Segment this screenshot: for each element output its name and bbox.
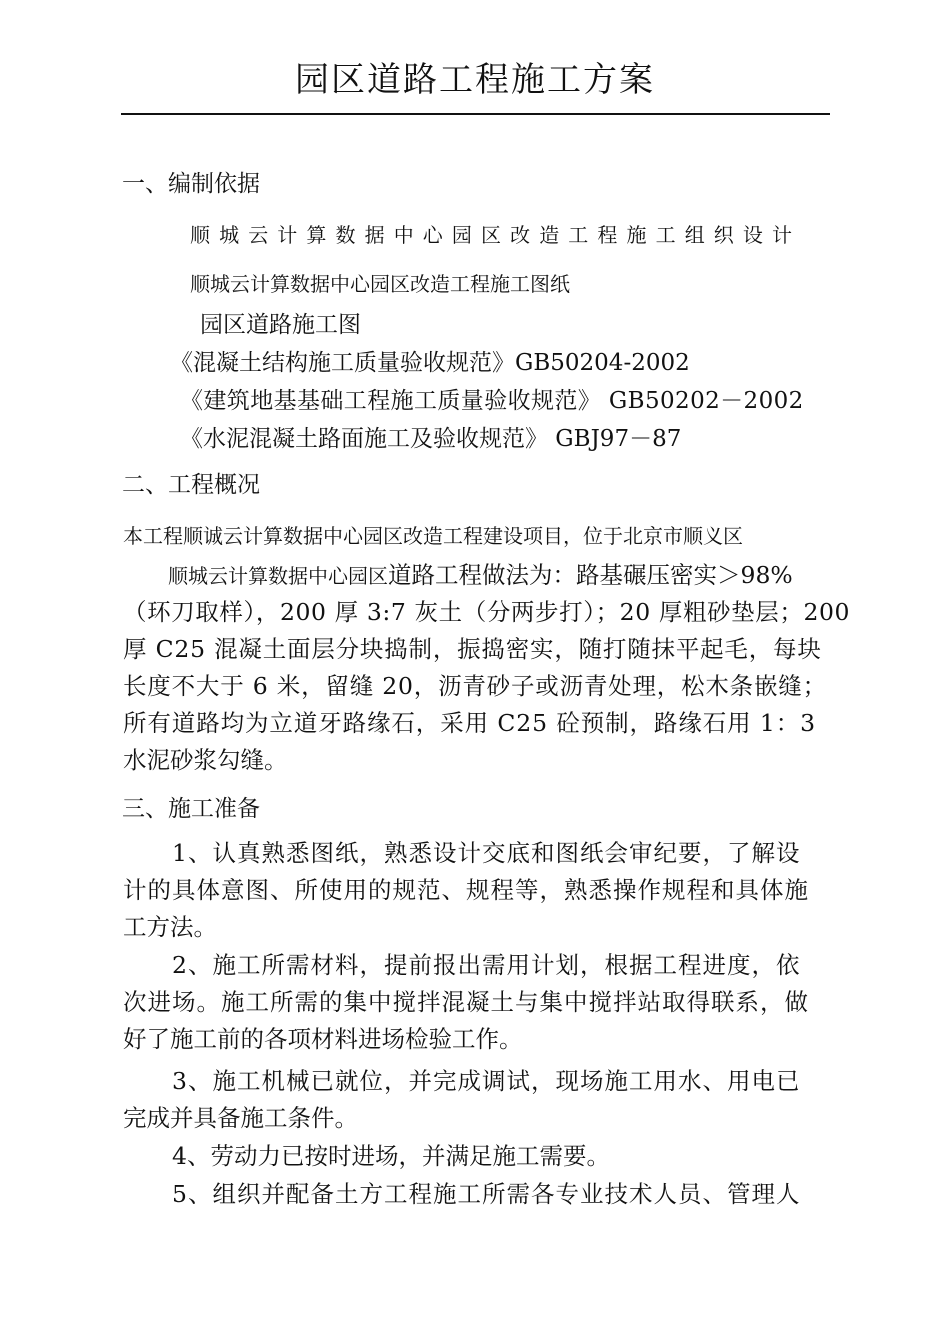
overview-prefix: 顺城云计算数据中心园区	[168, 564, 388, 588]
reference-item: 顺城云计算数据中心园区改造工程施工图纸	[190, 272, 570, 296]
overview-paragraph-line: 长度不大于 6 米，留缝 20，沥青砂子或沥青处理，松木条嵌缝；	[123, 672, 827, 700]
prep-item-3: 3、施工机械已就位，并完成调试，现场施工用水、用电已	[172, 1067, 801, 1095]
overview-paragraph-line: （环刀取样），200 厚 3:7 灰土（分两步打）；20 厚粗砂垫层；200	[123, 598, 851, 626]
reference-item: 顺城云计算数据中心园区改造工程施工组织设计	[190, 223, 802, 247]
prep-item-1-cont: 工方法。	[123, 913, 217, 941]
overview-intro: 本工程顺诚云计算数据中心园区改造工程建设项目，位于北京市顺义区	[123, 524, 743, 548]
prep-item-1: 1、认真熟悉图纸，熟悉设计交底和图纸会审纪要，了解设	[172, 839, 801, 867]
page-title: 园区道路工程施工方案	[295, 60, 655, 100]
prep-item-2-cont: 次进场。施工所需的集中搅拌混凝土与集中搅拌站取得联系，做	[123, 988, 809, 1016]
title-divider	[121, 113, 830, 115]
section-heading-1: 一、编制依据	[122, 171, 260, 197]
prep-item-4: 4、劳动力已按时进场，并满足施工需要。	[172, 1142, 610, 1170]
reference-item: 《混凝土结构施工质量验收规范》GB50204-2002	[170, 350, 690, 376]
prep-item-1-cont: 计的具体意图、所使用的规范、规程等，熟悉操作规程和具体施	[123, 876, 809, 904]
prep-item-2: 2、施工所需材料，提前报出需用计划，根据工程进度，依	[172, 951, 801, 979]
section-heading-2: 二、工程概况	[122, 472, 260, 498]
section-heading-3: 三、施工准备	[122, 796, 260, 822]
reference-item: 《建筑地基基础工程施工质量验收规范》 GB50202－2002	[180, 388, 804, 414]
prep-item-5: 5、组织并配备土方工程施工所需各专业技术人员、管理人	[172, 1180, 801, 1208]
reference-item: 《水泥混凝土路面施工及验收规范》 GBJ97－87	[180, 426, 682, 452]
overview-paragraph-line: 顺城云计算数据中心园区道路工程做法为：路基碾压密实＞98%	[168, 561, 793, 589]
prep-item-3-cont: 完成并具备施工条件。	[123, 1104, 358, 1132]
prep-item-2-cont: 好了施工前的各项材料进场检验工作。	[123, 1025, 523, 1053]
overview-paragraph-line: 所有道路均为立道牙路缘石，采用 C25 砼预制，路缘石用 1：3	[123, 709, 816, 737]
overview-paragraph-line: 厚 C25 混凝土面层分块捣制，振捣密实，随打随抹平起毛，每块	[123, 635, 822, 663]
overview-paragraph-line: 水泥砂浆勾缝。	[123, 746, 288, 774]
reference-item: 园区道路施工图	[200, 312, 361, 338]
